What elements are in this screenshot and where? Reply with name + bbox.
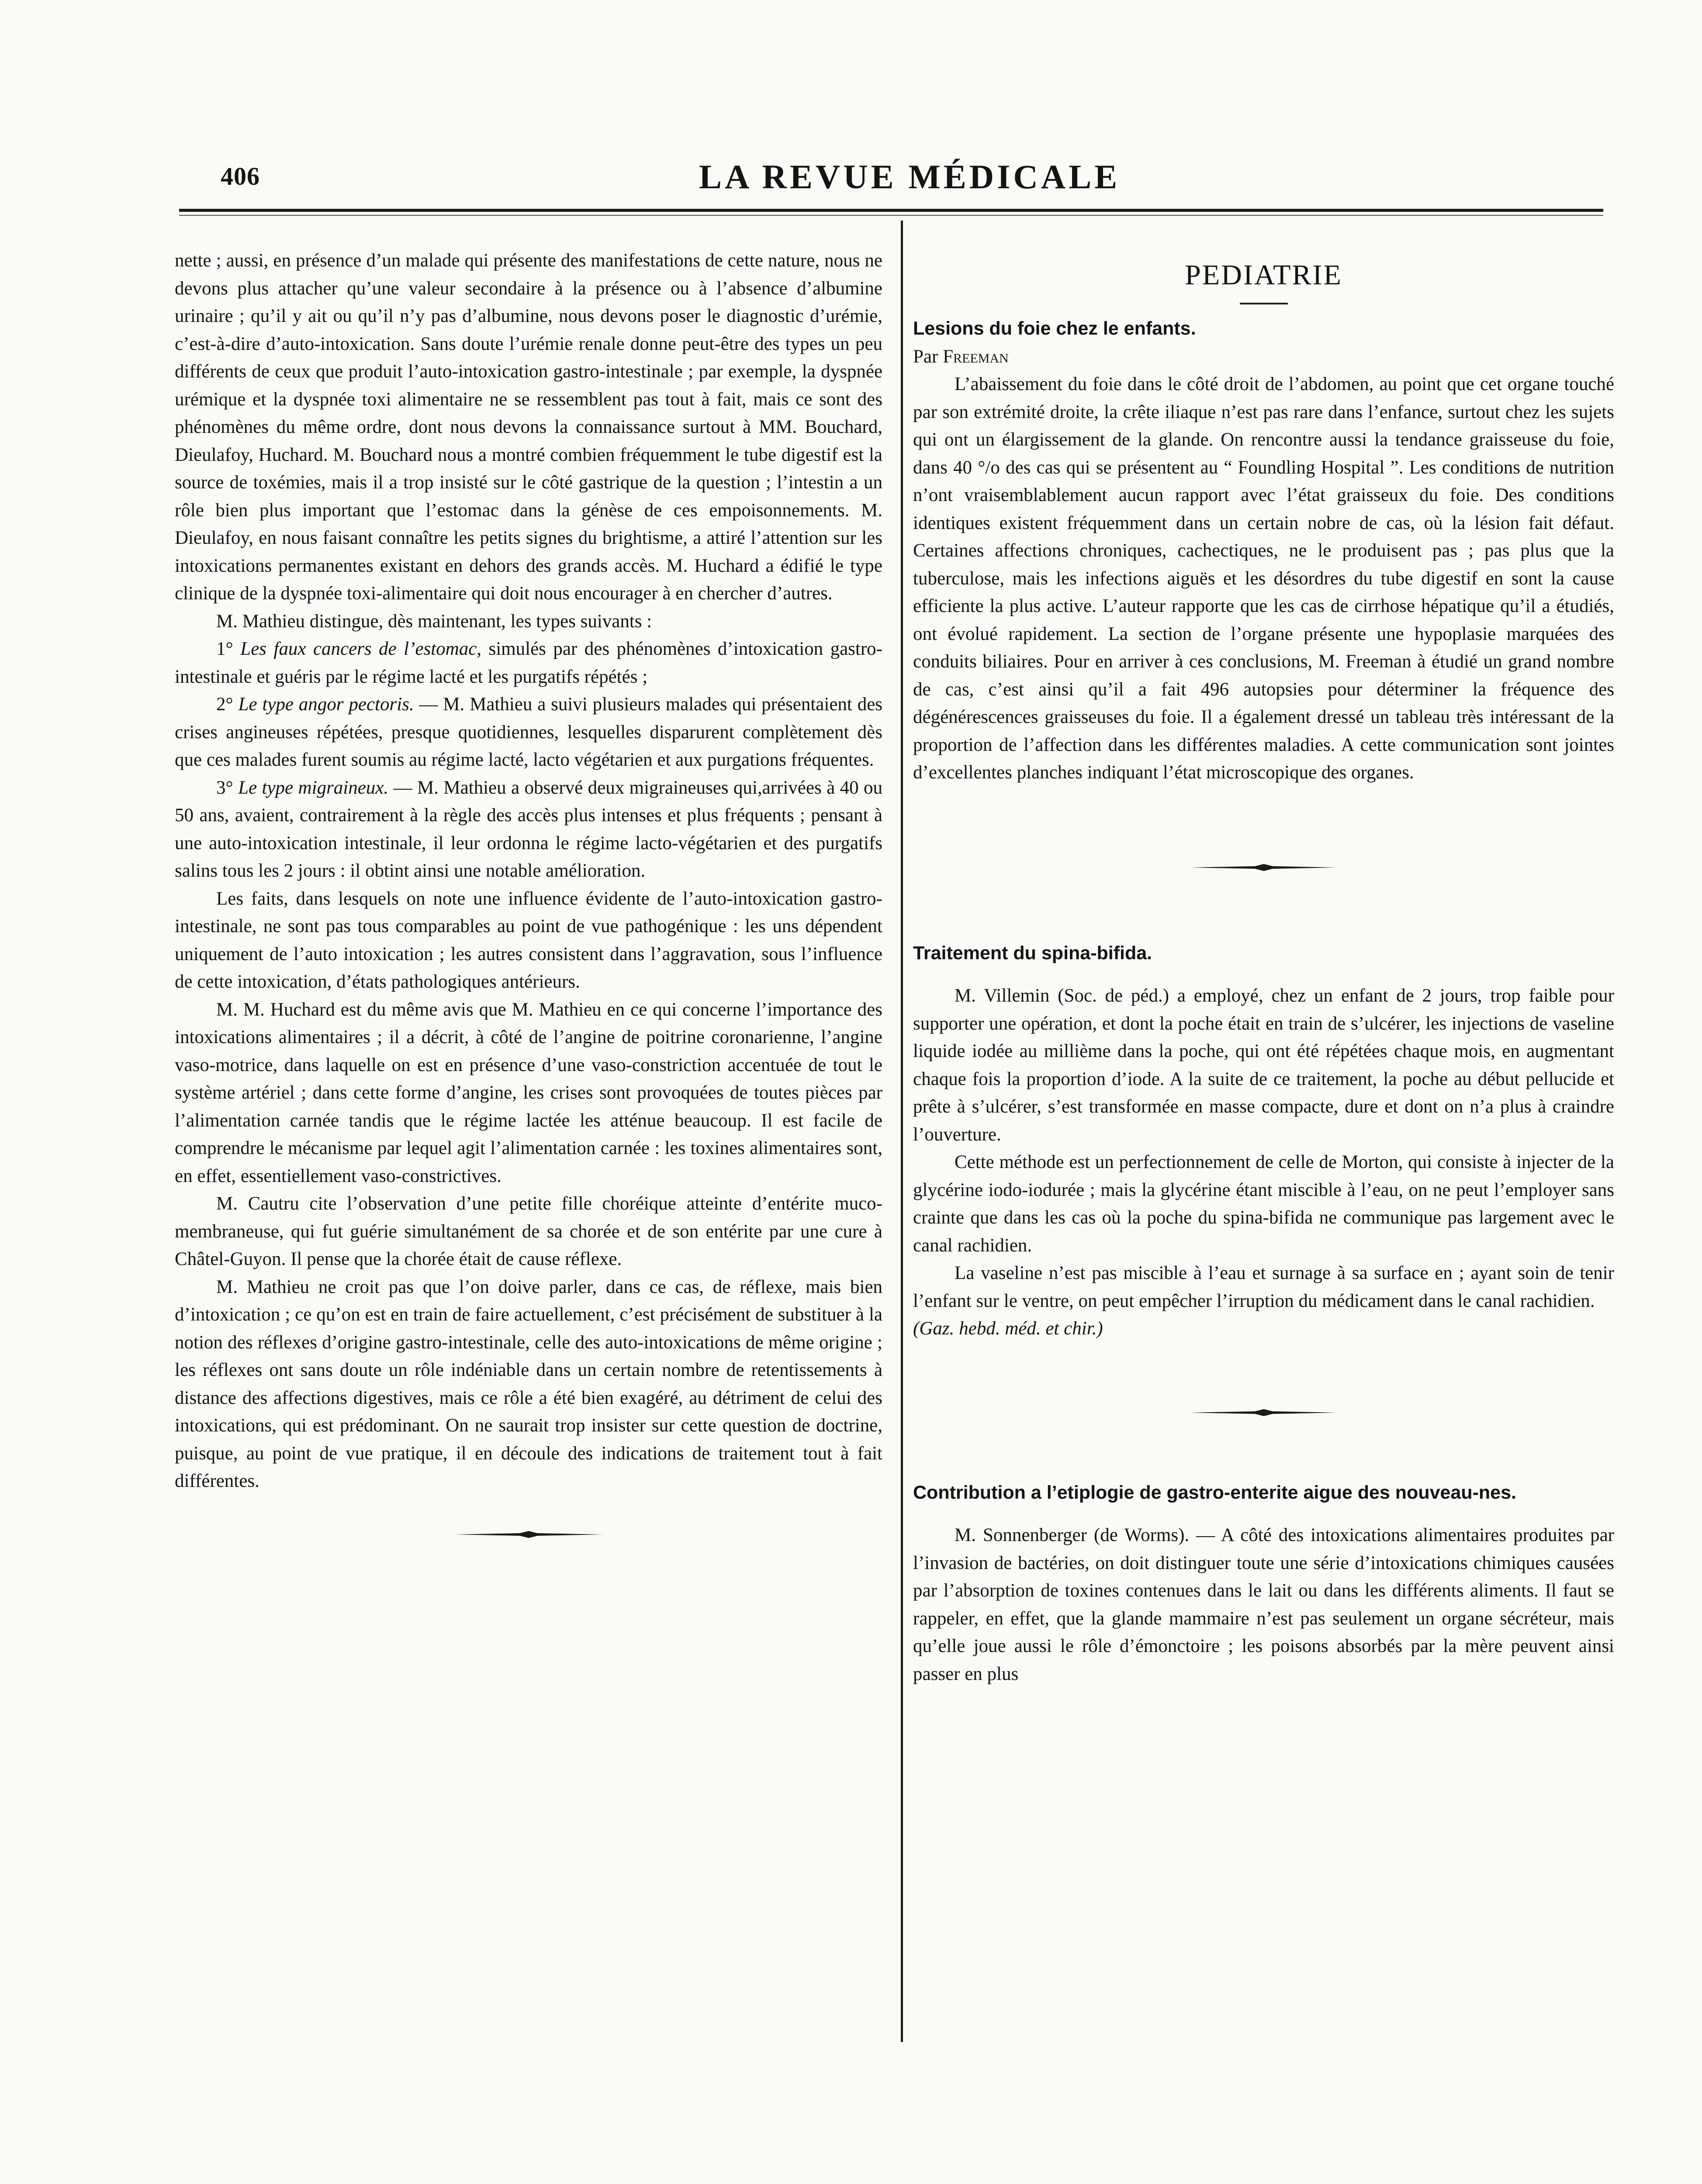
column-divider bbox=[901, 221, 903, 2042]
left-column bbox=[175, 247, 882, 1539]
type-title: Le type migraineux. bbox=[238, 777, 389, 798]
byline-prefix: Par bbox=[913, 346, 938, 367]
paragraph: M. Mathieu distingue, dès maintenant, les types suivants : bbox=[216, 611, 652, 632]
article-title: Lesions du foie chez le enfants. bbox=[913, 318, 1196, 339]
paragraph: Cette méthode est un perfectionnement de celle de Morton, qui consiste à injecter de la glycérine iodo-iodurée ; mais la glycérine étant miscible à l’eau, on ne peut l’employer sans crainte que dans les cas où la poche du spina-bifida ne communique pas largement avec le canal rachidien. bbox=[913, 1152, 1614, 1256]
paragraph: M. Mathieu ne croit pas que l’on doive parler, dans ce cas, de réflexe, mais bien d’intoxication ; ce qu’on est en train de faire actuellement, c’est précisément de substituer à la notion des réflexes d’origine gastro-intestinale, celle des auto-intoxications de même origine ; les réflexes ont sans doute un rôle indéniable dans un certain nombre de retentissements à distance des affections digestives, mais ce rôle a été bien exagéré, au détriment de celui des intoxications, qui est prédominant. On ne saurait trop insister sur cette question de doctrine, puisque, au point de vue pratique, il en découle des indications de traitement tout à fait différentes. bbox=[175, 1276, 882, 1491]
header-rule-thin bbox=[179, 215, 1603, 216]
type-number: 2° bbox=[216, 694, 233, 715]
source-citation: (Gaz. hebd. méd. et chir.) bbox=[913, 1318, 1103, 1339]
right-column bbox=[913, 247, 1614, 1688]
paragraph: La vaseline n’est pas miscible à l’eau et surnage à sa surface en ; ayant soin de tenir l’enfant sur le ventre, on peut empêcher l’irruption du médicament dans le canal rachidien. bbox=[913, 1263, 1614, 1311]
type-item-2 bbox=[175, 691, 882, 774]
type-title: Les faux cancers de l’estomac, bbox=[240, 639, 482, 659]
running-title: LA REVUE MÉDICALE bbox=[699, 158, 1121, 196]
page-number: 406 bbox=[221, 162, 260, 190]
paragraph: M. Sonnenberger (de Worms). — A côté des intoxications alimentaires produites par l’invasion de bactéries, on doit distinguer toute une série d’intoxications chimiques causées par l’absorption de toxines contenues dans le lait ou dans les différents aliments. Il faut se rappeler, en effet, que la glande mammaire n’est pas seulement un organe sécréteur, mais qu’elle joue aussi le rôle d’émonctoire ; les poisons absorbés par la mère peuvent ainsi passer en plus bbox=[913, 1525, 1614, 1684]
ornament-divider bbox=[454, 1530, 603, 1539]
type-text: — M. Mathieu a observé deux migraineuses qui,arrivées à 40 ou 50 ans, avaient, contrairement à la règle des accès plus intenses et plus fréquents ; pensant à une auto-intoxication intestinale, il leur ordonna le régime lacto-végétarien et des purgatifs salins tous les 2 jours : il obtint ainsi une notable amélioration. bbox=[175, 777, 882, 881]
paragraph: M. Cautru cite l’observation d’une petite fille choréique atteinte d’entérite muco-membraneuse, qui fut guérie simultanément de sa chorée et de son entérite par une cure à Châtel-Guyon. Il pense que la chorée était de cause réflexe. bbox=[175, 1193, 882, 1269]
paragraph: nette ; aussi, en présence d’un malade qui présente des manifestations de cette nature, nous ne devons plus attacher qu’une valeur secondaire à la présence ou à l’absence d’albumine urinaire ; qu’il y ait ou qu’il n’y pas d’albumine, nous devons poser le diagnostic d’urémie, c’est-à-dire d’auto-intoxication. Sans doute l’urémie renale donne peut-être des types un peu différents de ceux que produit l’auto-intoxication gastro-intestinale ; par exemple, la dyspnée urémique et la dyspnée toxi alimentaire ne se ressemblent pas tout à fait, mais ce sont des phénomènes du même ordre, dont nous devons la connaissance surtout à MM. Bouchard, Dieulafoy, Huchard. M. Bouchard nous a montré combien fréquemment le tube digestif est la source de toxémies, mais il a trop insisté sur le côté gastrique de la question ; l’intestin a un rôle bien plus important que l’estomac dans la génèse de ces empoisonnements. M. Dieulafoy, en nous faisant connaître les petits signes du brightisme, a attiré l’attention sur les intoxications permanentes existant en dehors des grands accès. M. Huchard a édifié le type clinique de la dyspnée toxi-alimentaire qui doit nous encourager à en chercher d’autres. bbox=[175, 250, 882, 604]
type-text: simulés par des phénomènes d’intoxication gastro-intestinale et guéris par le régime lacté et les purgatifs répétés ; bbox=[175, 639, 883, 687]
article-title: Contribution a l’etiplogie de gastro-enterite aigue des nouveau-nes. bbox=[913, 1482, 1516, 1503]
section-heading: PEDIATRIE bbox=[1185, 259, 1342, 291]
ornament-divider bbox=[1190, 1408, 1338, 1417]
paragraph: M. Villemin (Soc. de péd.) a employé, chez un enfant de 2 jours, trop faible pour supporter une opération, et dont la poche était en train de s’ulcérer, les injections de vaseline liquide iodée au millième dans la poche, qui ont été répétées chaque mois, en augmentant chaque fois la proportion d’iode. A la suite de ce traitement, la poche au début pellucide et prête à s’ulcérer, s’est transformée en masse compacte, dure et dont on n’a plus à craindre l’ouverture. bbox=[913, 985, 1614, 1145]
byline-author: Freeman bbox=[943, 346, 1009, 367]
type-item-3 bbox=[175, 774, 882, 885]
ornament-divider bbox=[1190, 863, 1338, 872]
type-item-1 bbox=[175, 635, 882, 691]
article-title: Traitement du spina-bifida. bbox=[913, 942, 1152, 964]
type-number: 1° bbox=[216, 639, 233, 659]
byline bbox=[913, 343, 1614, 371]
paragraph: L’abaissement du foie dans le côté droit de l’abdomen, au point que cet organe touché par son extrémité droite, la crête iliaque n’est pas rare dans l’enfance, surtout chez les sujets qui ont un élargissement de la glande. On rencontre aussi la tendance graisseuse du foie, dans 40 °/o des cas qui se présentent au “ Foundling Hospital ”. Les conditions de nutrition n’ont vraisemblablement aucun rapport avec l’état graisseux du foie. Des conditions identiques existent fréquemment dans un certain nobre de cas, où la lésion fait défaut. Certaines affections chroniques, cachectiques, ne le produisent pas ; pas plus que la tuberculose, mais les infections aiguës et les désordres du tube digestif en sont la cause efficiente la plus active. L’auteur rapporte que les cas de cirrhose hépatique qu’il a étudiés, ont évolué rapidement. La section de l’organe présente une hypoplasie marquées des conduits biliaires. Pour en arriver à ces conclusions, M. Freeman à étudié un grand nombre de cas, c’est ainsi qu’il a fait 496 autopsies pour déterminer la fréquence des dégénérescences graisseuses du foie. Il a également dressé un tableau très intéressant de la proportion de l’affection dans les différentes maladies. A cette communication sont jointes d’excellentes planches indiquant l’état microscopique des organes. bbox=[913, 374, 1614, 783]
paragraph: M. M. Huchard est du même avis que M. Mathieu en ce qui concerne l’importance des intoxications alimentaires ; il a décrit, à côté de l’angine de poitrine coronarienne, l’angine vaso-motrice, dans laquelle on est en présence d’une vaso-constriction accentuée de tout le système artériel ; dans cette forme d’angine, les crises sont provoquées de toutes pièces par l’alimentation carnée tandis que le régime lactée les atténue beaucoup. Il est facile de comprendre le mécanisme par lequel agit l’alimentation carnée : les toxines alimentaires sont, en effet, essentiellement vaso-constrictives. bbox=[175, 999, 882, 1186]
type-text: — M. Mathieu a suivi plusieurs malades qui présentaient des crises angineuses répétées, presque quotidiennes, lesquelles disparurent complètement dès que ces malades furent soumis au régime lacté, lacto végétarien et aux purgations fréquentes. bbox=[175, 694, 883, 770]
heading-rule bbox=[1240, 303, 1288, 304]
type-number: 3° bbox=[216, 777, 233, 798]
paragraph: Les faits, dans lesquels on note une influence évidente de l’auto-intoxication gastro-intestinale, ne sont pas tous comparables au point de vue pathogénique : les uns dépendent uniquement de l’auto intoxication ; les autres consistent dans l’aggravation, sous l’influence de cette intoxication, d’états pathologiques antérieurs. bbox=[175, 888, 882, 992]
header-rule bbox=[179, 209, 1603, 212]
type-title: Le type angor pectoris. bbox=[238, 694, 414, 715]
